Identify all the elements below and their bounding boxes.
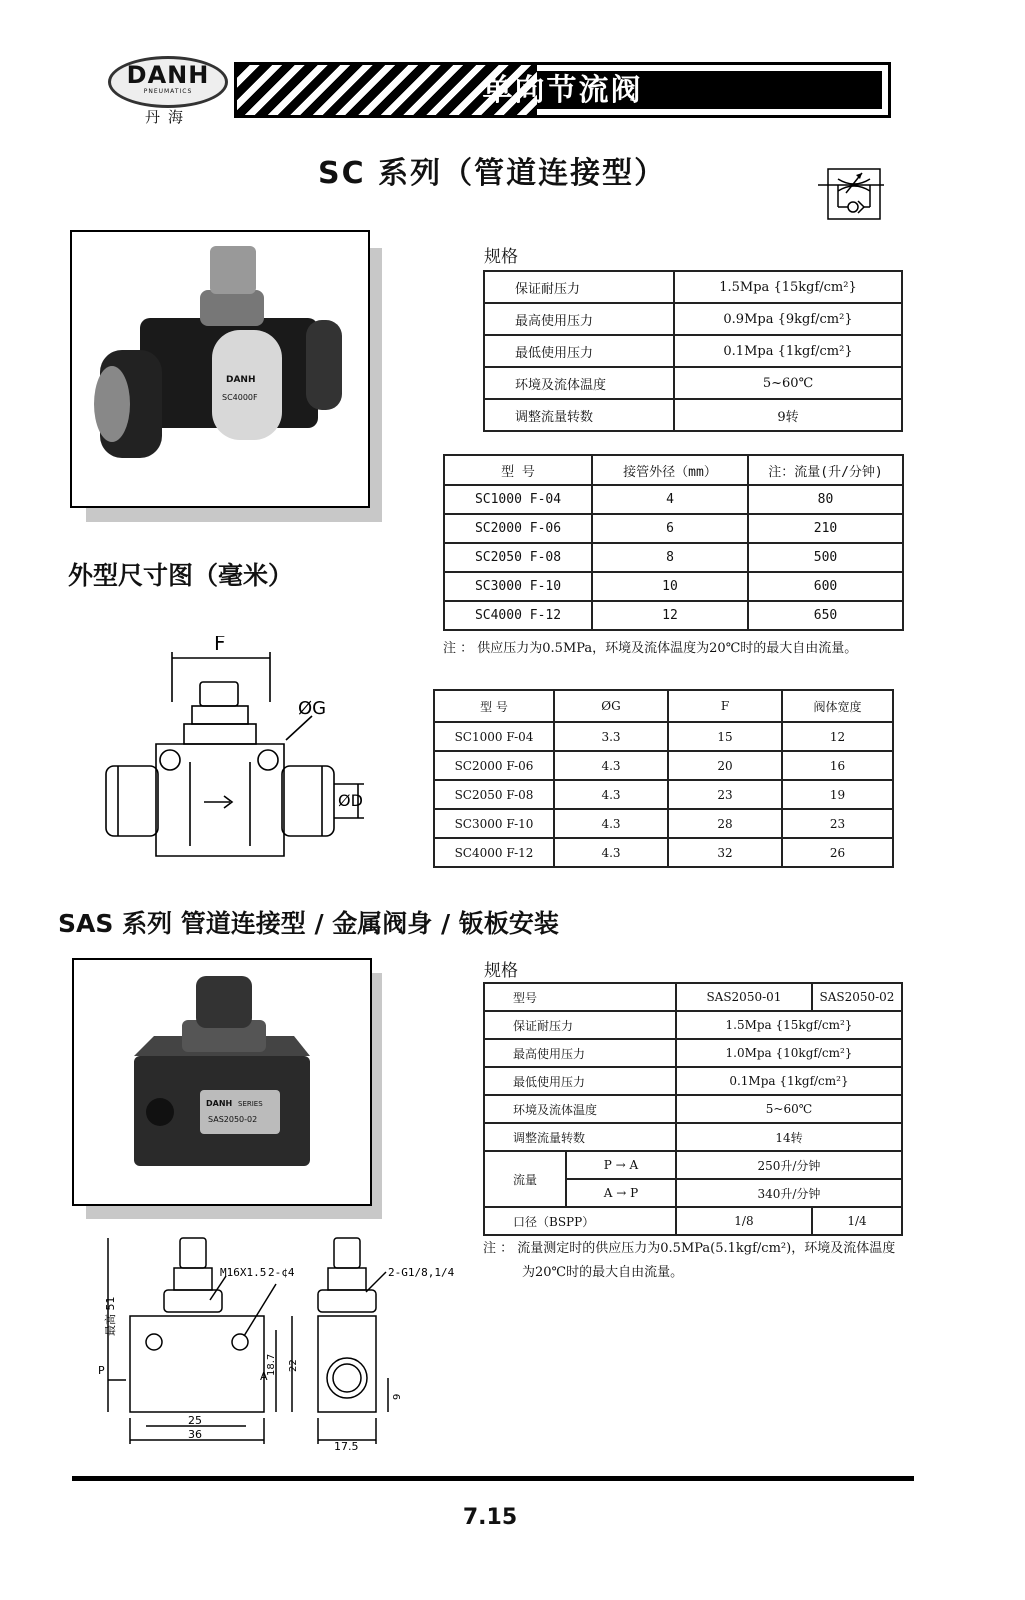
column-header: 接管外径（mm）: [592, 455, 748, 485]
sas-product-photo: [72, 958, 372, 1206]
table-cell: 650: [748, 601, 903, 630]
model-name: SAS2050-02: [812, 983, 902, 1011]
spec-label: 最低使用压力: [484, 335, 674, 367]
spec-value: 1.5Mpa {15kgf/cm²}: [676, 1011, 902, 1039]
table-row: [444, 485, 903, 514]
table-cell: 19: [782, 780, 893, 809]
port-value: 1/4: [812, 1207, 902, 1235]
spec-label: 保证耐压力: [484, 271, 674, 303]
table-cell: SC1000 F-04: [434, 722, 554, 751]
table-cell: SC4000 F-12: [434, 838, 554, 867]
dim-36: 36: [188, 1428, 202, 1441]
company-logo: [108, 56, 228, 108]
column-header: 型 号: [444, 455, 592, 485]
sc-dimension-drawing: [100, 636, 380, 858]
table-row: [484, 1095, 902, 1123]
photo-series: SERIES: [238, 1100, 263, 1108]
sas-note-line2: 为20℃时的最大自由流量。: [522, 1265, 684, 1280]
spec-label: 保证耐压力: [484, 1011, 676, 1039]
flow-value: 250升/分钟: [676, 1151, 902, 1179]
table-row: [434, 809, 893, 838]
table-row: [484, 1067, 902, 1095]
dim-label-g: ØG: [298, 698, 327, 719]
title-banner: [234, 62, 891, 118]
table-row: [484, 1207, 902, 1235]
spec-value: 0.1Mpa {1kgf/cm²}: [674, 335, 902, 367]
table-cell: 26: [782, 838, 893, 867]
flow-direction: P → A: [566, 1151, 676, 1179]
table-row: [434, 780, 893, 809]
sc-flow-table: [443, 454, 904, 631]
dim-22: 22: [288, 1359, 299, 1372]
spec-label: 最低使用压力: [484, 1067, 676, 1095]
spec-value: 0.9Mpa {9kgf/cm²}: [674, 303, 902, 335]
table-cell: 500: [748, 543, 903, 572]
spec-value: 5~60℃: [676, 1095, 902, 1123]
spec-label: 调整流量转数: [484, 399, 674, 431]
table-cell: 4.3: [554, 809, 668, 838]
table-cell: 8: [592, 543, 748, 572]
page-number: 7.15: [462, 1505, 518, 1530]
table-cell: 4.3: [554, 838, 668, 867]
spec-value: 1.0Mpa {10kgf/cm²}: [676, 1039, 902, 1067]
table-cell: SC2000 F-06: [434, 751, 554, 780]
table-row: [444, 543, 903, 572]
dim-max: 最高 51: [104, 1296, 117, 1336]
table-cell: SC2050 F-08: [444, 543, 592, 572]
spec-value: 14转: [676, 1123, 902, 1151]
model-label: 型号: [484, 983, 676, 1011]
table-cell: 4: [592, 485, 748, 514]
table-cell: 12: [782, 722, 893, 751]
column-header: ØG: [554, 690, 668, 722]
sas-spec-heading: 规格: [484, 961, 518, 981]
table-row: [434, 722, 893, 751]
sas-series-title: SAS 系列 管道连接型 / 金属阀身 / 钣板安装: [58, 909, 559, 938]
photo-model: SC4000F: [222, 393, 258, 402]
sc-series-title: SC 系列（管道连接型）: [318, 156, 667, 191]
flow-value: 340升/分钟: [676, 1179, 902, 1207]
dim-holes: 2-¢4: [268, 1266, 295, 1279]
table-header-row: [434, 690, 893, 722]
table-cell: 12: [592, 601, 748, 630]
sc-product-photo: [70, 230, 370, 508]
photo-brand: DANH: [226, 375, 256, 385]
table-row: [484, 335, 902, 367]
logo-text: DANH: [126, 61, 210, 89]
column-header: 型 号: [434, 690, 554, 722]
table-cell: SC4000 F-12: [444, 601, 592, 630]
table-cell: 4.3: [554, 751, 668, 780]
table-row: [434, 751, 893, 780]
table-cell: SC3000 F-10: [434, 809, 554, 838]
table-cell: 23: [668, 780, 782, 809]
table-row: [484, 271, 902, 303]
sas-note-line1: 注 ： 流量测定时的供应压力为0.5MPa(5.1kgf/cm²)，环境及流体温度: [483, 1241, 896, 1256]
dim-25: 25: [188, 1414, 202, 1427]
table-cell: 20: [668, 751, 782, 780]
dim-thread: M16X1.5: [220, 1266, 267, 1279]
table-cell: SC2000 F-06: [444, 514, 592, 543]
spec-label: 环境及流体温度: [484, 367, 674, 399]
banner-title: 单向节流阀: [482, 73, 643, 108]
logo-chinese: 丹海: [144, 108, 191, 126]
table-cell: 6: [592, 514, 748, 543]
dimension-heading: 外型尺寸图（毫米）: [68, 561, 294, 590]
flow-direction: A → P: [566, 1179, 676, 1207]
table-cell: SC1000 F-04: [444, 485, 592, 514]
table-cell: 80: [748, 485, 903, 514]
dim-18-7: 18.7: [266, 1353, 277, 1376]
table-row: [444, 601, 903, 630]
spec-label: 最高使用压力: [484, 1039, 676, 1067]
table-cell: 3.3: [554, 722, 668, 751]
flow-label: 流量: [484, 1151, 566, 1207]
model-name: SAS2050-01: [676, 983, 812, 1011]
spec-value: 9转: [674, 399, 902, 431]
sc-spec-heading: 规格: [484, 247, 518, 267]
dim-9: 9: [392, 1393, 403, 1400]
column-header: 注：流量(升/分钟): [748, 455, 903, 485]
sas-spec-table: [483, 982, 903, 1236]
table-row: [484, 399, 902, 431]
table-cell: 15: [668, 722, 782, 751]
dim-label-f: F: [214, 636, 226, 655]
spec-label: 环境及流体温度: [484, 1095, 676, 1123]
table-row: [484, 1039, 902, 1067]
photo-model: SAS2050-02: [208, 1115, 258, 1124]
table-cell: SC3000 F-10: [444, 572, 592, 601]
table-cell: 210: [748, 514, 903, 543]
dim-port: 2-G1/8,1/4: [388, 1266, 455, 1279]
photo-brand: DANH: [206, 1099, 233, 1108]
column-header: 阀体宽度: [782, 690, 893, 722]
table-cell: 16: [782, 751, 893, 780]
table-row: [444, 514, 903, 543]
table-row: [434, 838, 893, 867]
table-row: [484, 303, 902, 335]
spec-label: 最高使用压力: [484, 303, 674, 335]
table-cell: 4.3: [554, 780, 668, 809]
footer-rule: [72, 1476, 914, 1481]
table-cell: 600: [748, 572, 903, 601]
spec-label: 调整流量转数: [484, 1123, 676, 1151]
table-row: [444, 572, 903, 601]
spec-value: 0.1Mpa {1kgf/cm²}: [676, 1067, 902, 1095]
sc-spec-table: [483, 270, 903, 432]
sc-flow-note: 注 ： 供应压力为0.5MPa，环境及流体温度为20℃时的最大自由流量。: [443, 641, 858, 656]
table-cell: 23: [782, 809, 893, 838]
table-row: [484, 1151, 902, 1179]
spec-value: 1.5Mpa {15kgf/cm²}: [674, 271, 902, 303]
sas-dimension-drawing: [96, 1232, 476, 1454]
dim-a: A: [260, 1370, 268, 1383]
port-value: 1/8: [676, 1207, 812, 1235]
table-header-row: [444, 455, 903, 485]
table-row: [484, 367, 902, 399]
table-cell: 10: [592, 572, 748, 601]
logo-subtext: PNEUMATICS: [143, 88, 193, 95]
table-row: [484, 983, 902, 1011]
table-row: [484, 1123, 902, 1151]
table-cell: 28: [668, 809, 782, 838]
table-row: [484, 1011, 902, 1039]
column-header: F: [668, 690, 782, 722]
dim-label-d: ØD: [338, 791, 363, 810]
port-label: 口径（BSPP）: [484, 1207, 676, 1235]
table-cell: 32: [668, 838, 782, 867]
spec-value: 5~60℃: [674, 367, 902, 399]
valve-symbol-icon: [818, 165, 884, 223]
dim-17-5: 17.5: [334, 1440, 359, 1453]
table-cell: SC2050 F-08: [434, 780, 554, 809]
dim-p: P: [98, 1364, 105, 1377]
sc-dimension-table: [433, 689, 894, 868]
